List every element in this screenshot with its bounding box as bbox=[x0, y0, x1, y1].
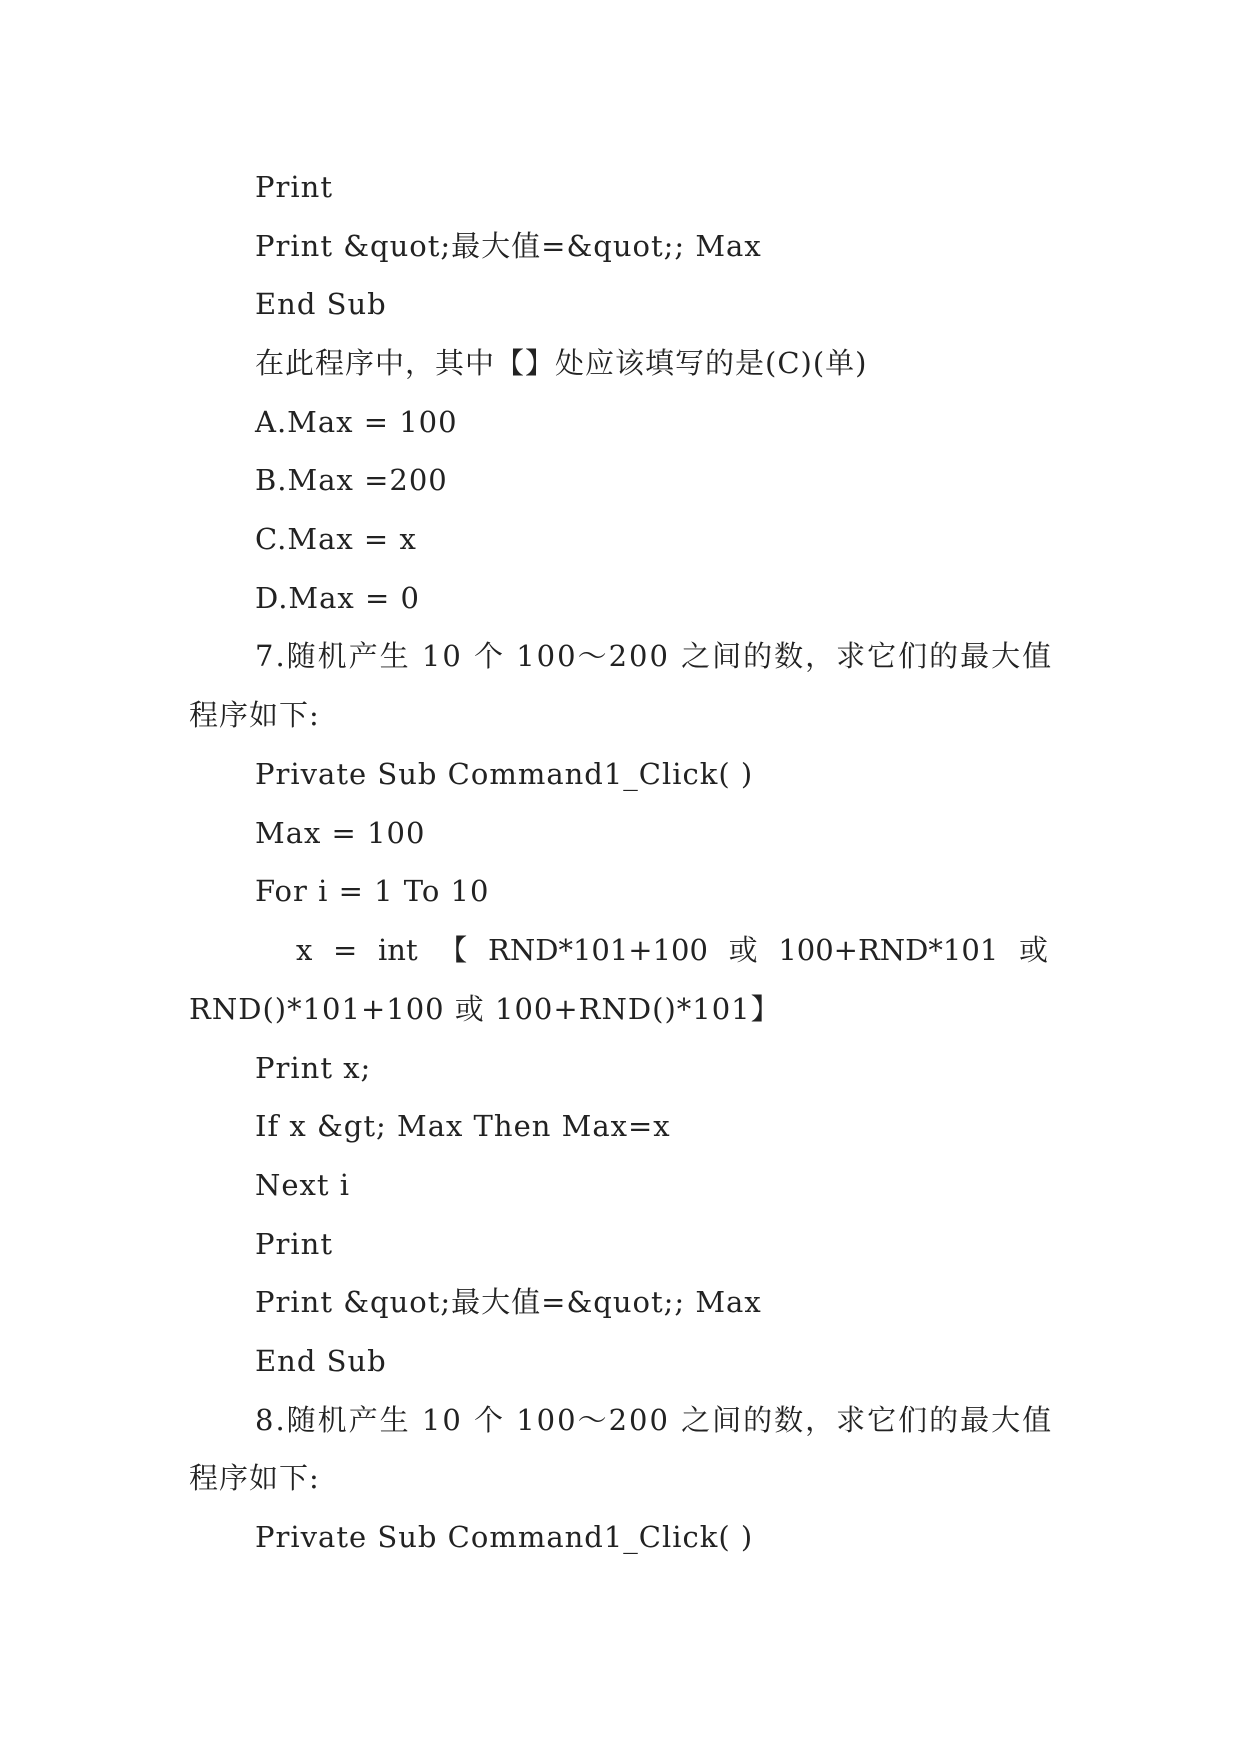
code-token: 【 bbox=[438, 933, 468, 967]
code-line: End Sub bbox=[255, 1344, 387, 1378]
code-line: End Sub bbox=[255, 287, 387, 321]
code-token: int bbox=[378, 933, 418, 967]
code-line: For i = 1 To 10 bbox=[255, 874, 490, 908]
code-line: Private Sub Command1_Click( ) bbox=[255, 757, 754, 791]
code-token: RND*101+100 bbox=[487, 933, 708, 967]
question-8-title-cont: 程序如下: bbox=[189, 1461, 320, 1495]
code-token: = bbox=[333, 933, 358, 967]
question-8-title: 8.随机产生 10 个 100～200 之间的数，求它们的最大值 bbox=[255, 1403, 1054, 1437]
code-line: Next i bbox=[255, 1168, 351, 1202]
code-token: x bbox=[296, 933, 313, 967]
question-7-title: 7.随机产生 10 个 100～200 之间的数，求它们的最大值 bbox=[255, 639, 1054, 673]
code-line: Max = 100 bbox=[255, 816, 426, 850]
answer-option-b: B.Max =200 bbox=[255, 463, 448, 497]
answer-option-c: C.Max = x bbox=[255, 522, 417, 556]
question-7-title-cont: 程序如下: bbox=[189, 698, 320, 732]
code-line: Print &quot;最大值=&quot;; Max bbox=[255, 229, 762, 263]
code-token: 或 bbox=[1018, 933, 1048, 967]
code-line-answer-cont: RND()*101+100 或 100+RND()*101】 bbox=[189, 992, 781, 1026]
code-line: Print bbox=[255, 1227, 333, 1261]
code-line: Print bbox=[255, 170, 333, 204]
question-prompt: 在此程序中，其中【】处应该填写的是(C)(单) bbox=[255, 346, 868, 380]
code-line-answer bbox=[296, 930, 1048, 970]
code-line: Print x; bbox=[255, 1051, 372, 1085]
code-token: 或 bbox=[728, 933, 758, 967]
code-line: Print &quot;最大值=&quot;; Max bbox=[255, 1285, 762, 1319]
code-line: If x &gt; Max Then Max=x bbox=[255, 1109, 671, 1143]
code-line: Private Sub Command1_Click( ) bbox=[255, 1520, 754, 1554]
answer-option-d: D.Max = 0 bbox=[255, 581, 420, 615]
code-token: 100+RND*101 bbox=[778, 933, 999, 967]
answer-option-a: A.Max = 100 bbox=[255, 405, 458, 439]
